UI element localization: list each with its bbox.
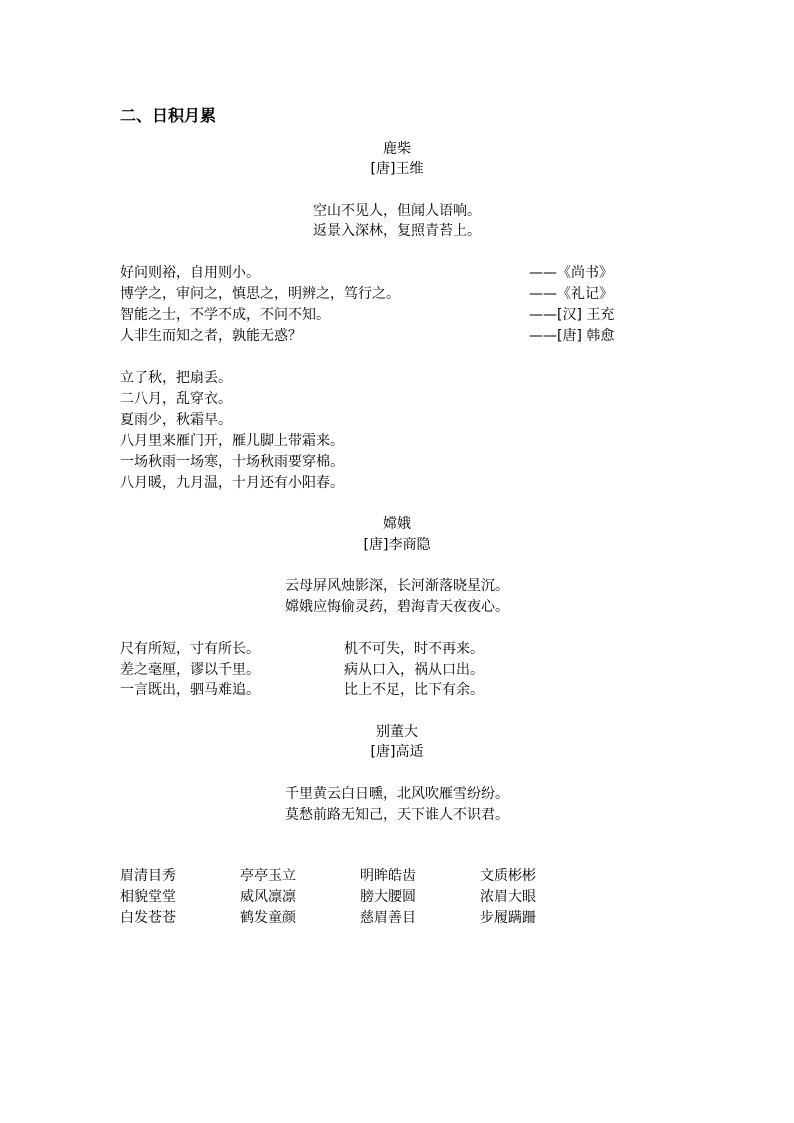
saying-left: 尺有所短，寸有所长。 <box>120 641 260 657</box>
quote-source: ——[唐] 韩愈 <box>529 328 615 344</box>
poem-line: 莫愁前路无知己，天下谁人不识君。 <box>285 807 509 823</box>
poem-title: 鹿柴 <box>383 141 411 157</box>
poem-line: 云母屏风烛影深，长河渐落晓星沉。 <box>285 578 509 594</box>
poem-author: [唐]李商隐 <box>363 537 431 553</box>
idiom: 明眸皓齿 <box>360 868 416 884</box>
poem-title: 嫦娥 <box>383 516 411 532</box>
idiom: 白发苍苍 <box>120 910 176 926</box>
poem-author: [唐]王维 <box>370 161 424 177</box>
saying-left: 一言既出，驷马难追。 <box>120 682 260 698</box>
quote-source: ——《礼记》 <box>529 286 613 302</box>
idiom: 膀大腰圆 <box>360 889 416 905</box>
quote-text: 好问则裕，自用则小。 <box>120 265 260 281</box>
saying-right: 比上不足，比下有余。 <box>344 682 484 698</box>
idiom: 相貌堂堂 <box>120 889 176 905</box>
idiom: 亭亭玉立 <box>240 868 296 884</box>
idiom: 文质彬彬 <box>480 868 536 884</box>
poem-line: 千里黄云白日曛，北风吹雁雪纷纷。 <box>285 786 509 802</box>
poem-line: 空山不见人，但闻人语响。 <box>313 203 481 219</box>
poem-author: [唐]高适 <box>370 744 424 760</box>
proverb: 八月暖，九月温，十月还有小阳春。 <box>120 475 344 491</box>
proverb: 立了秋，把扇丢。 <box>120 370 232 386</box>
quote-text: 博学之，审问之，慎思之，明辨之，笃行之。 <box>120 286 400 302</box>
poem-title: 别董大 <box>376 724 418 740</box>
saying-right: 机不可失，时不再来。 <box>344 641 484 657</box>
idiom: 步履蹒跚 <box>480 910 536 926</box>
idiom: 鹤发童颜 <box>240 910 296 926</box>
poem-line: 嫦娥应悔偷灵药，碧海青天夜夜心。 <box>285 599 509 615</box>
idiom: 威风凛凛 <box>240 889 296 905</box>
proverb: 夏雨少，秋霜早。 <box>120 412 232 428</box>
quote-text: 智能之士，不学不成，不问不知。 <box>120 307 330 323</box>
quote-source: ——《尚书》 <box>529 265 613 281</box>
quote-text: 人非生而知之者，孰能无惑？ <box>120 328 302 344</box>
saying-left: 差之毫厘，谬以千里。 <box>120 662 260 678</box>
poem-line: 返景入深林，复照青苔上。 <box>313 223 481 239</box>
proverb: 二八月，乱穿衣。 <box>120 391 232 407</box>
saying-right: 病从口入，祸从口出。 <box>344 662 484 678</box>
proverb: 一场秋雨一场寒，十场秋雨要穿棉。 <box>120 454 344 470</box>
idiom: 慈眉善目 <box>360 910 416 926</box>
idiom: 浓眉大眼 <box>480 889 536 905</box>
quote-source: ——[汉] 王充 <box>529 307 615 323</box>
proverb: 八月里来雁门开，雁儿脚上带霜来。 <box>120 433 344 449</box>
idiom: 眉清目秀 <box>120 868 176 884</box>
section-heading: 二、日积月累 <box>120 106 217 125</box>
